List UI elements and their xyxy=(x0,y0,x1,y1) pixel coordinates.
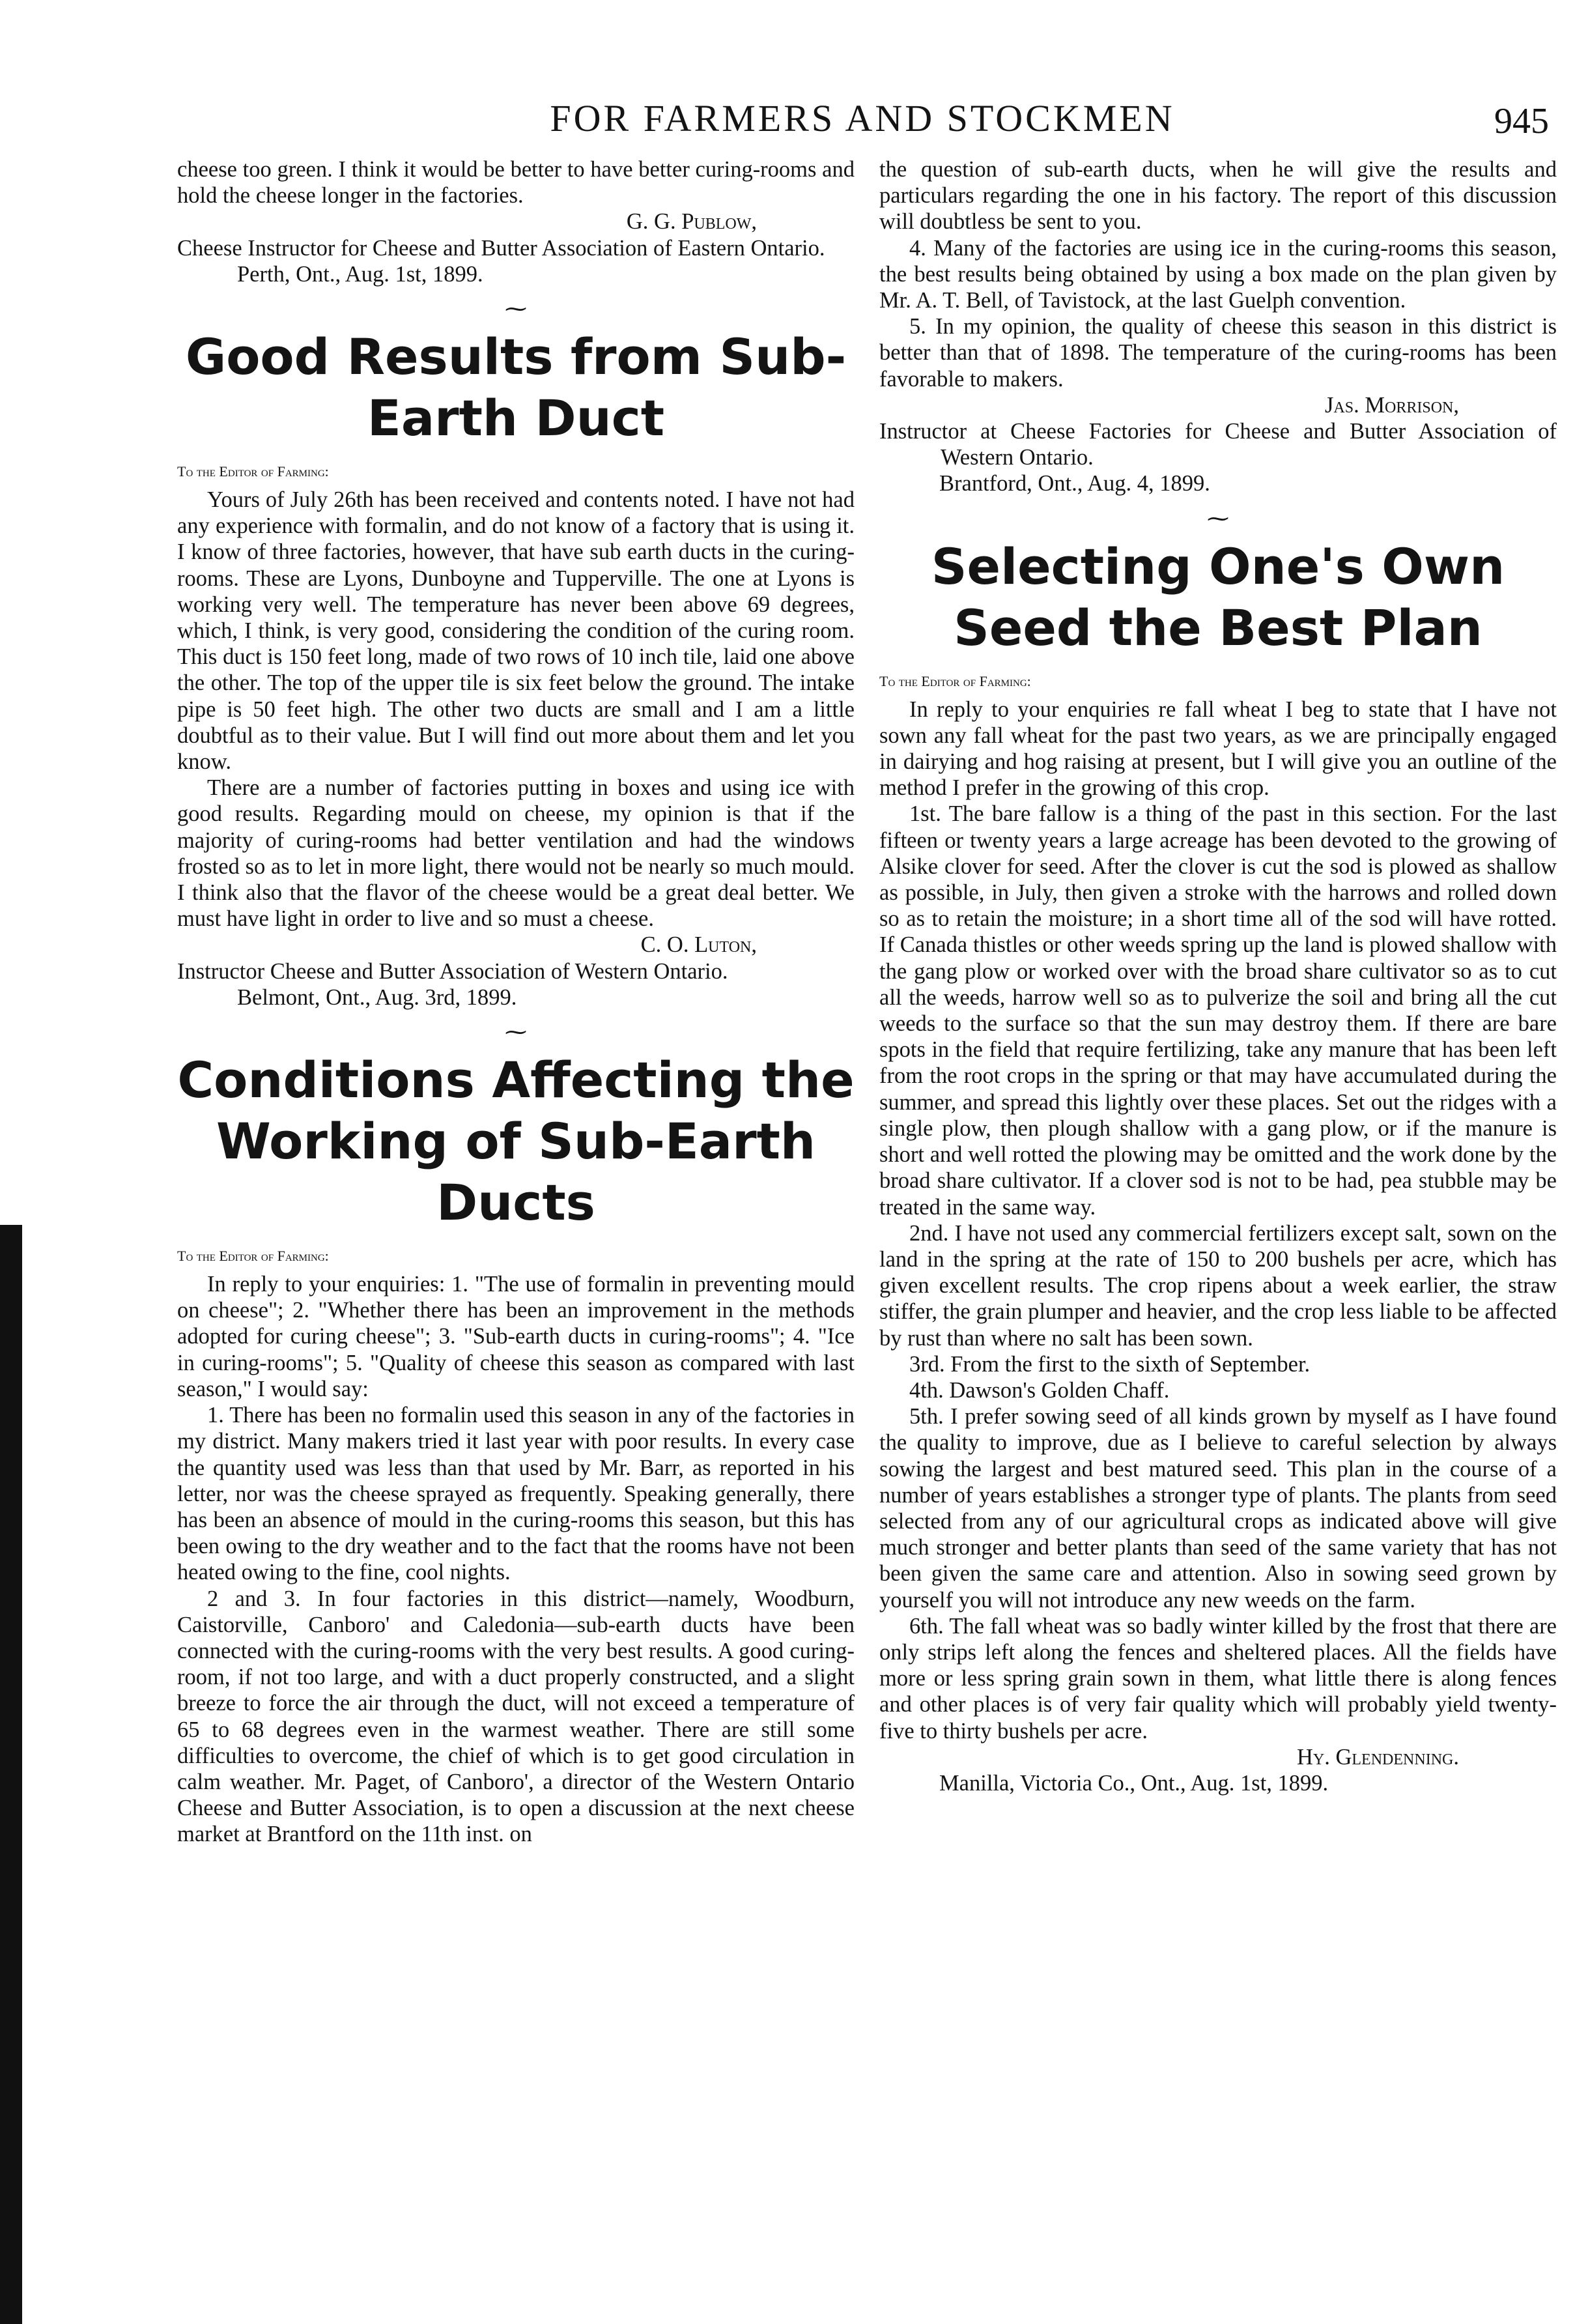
running-title: FOR FARMERS AND STOCKMEN xyxy=(550,97,1175,139)
signature-name: G. G. Publow, xyxy=(626,209,757,235)
ornament-divider: ⁓ xyxy=(505,297,527,322)
dateline: Manilla, Victoria Co., Ont., Aug. 1st, 1899. xyxy=(939,1770,1329,1796)
article-paragraph: 3rd. From the first to the sixth of September. xyxy=(909,1351,1311,1377)
signature-affiliation: Instructor at Cheese Factories for Cheese and Butter Association of Western Ontario. xyxy=(879,419,1557,470)
page-binding-edge xyxy=(0,1225,22,2324)
article-paragraph: In reply to your enquiries: 1. "The use of formalin in preventing mould on cheese"; 2. "Whether there has been an improvement in the methods adopted for curing cheese"; 3. "Sub-earth ducts in curing-rooms"; 4. "Ice in curing-rooms"; 5. "Quality of cheese this season as compared with last season," I would say: xyxy=(177,1272,855,1401)
article-paragraph: 1. There has been no formalin used this season in any of the factories in my district. Many makers tried it last year with poor results. In every case the quantity used was less than that used by Mr. Barr, as reported in his letter, nor was the cheese sprayed as frequently. Speaking generally, there has been an absence of mould in the curing-rooms this season, but this has been owing to the dry weather and to the fact that the rooms have not been heated owing to the fine, cool nights. xyxy=(177,1403,855,1585)
signature-name: Hy. Glendenning. xyxy=(1296,1744,1459,1770)
signature-name: C. O. Luton, xyxy=(640,932,757,958)
article-paragraph: Yours of July 26th has been received and contents noted. I have not had any experience with formalin, and do not know of a factory that is using it. I know of three factories, however, that have sub earth ducts in the curing-rooms. These are Lyons, Dunboyne and Tupperville. The one at Lyons is working very well. The temperature has never been above 69 degrees, which, I think, is very good, considering the condition of the curing room. This duct is 150 feet long, made of two rows of 10 inch tile, laid one above the other. The top of the upper tile is six feet below the ground. The intake pipe is 50 feet high. The other two ducts are small and I am a little doubtful as to their value. But I will find out more about them and let you know. xyxy=(177,487,855,775)
article-title: Good Results from Sub-Earth Duct xyxy=(185,328,847,448)
dateline: Brantford, Ont., Aug. 4, 1899. xyxy=(939,471,1210,496)
article-paragraph: 2nd. I have not used any commercial fertilizers except salt, sown on the land in the spring at the rate of 150 to 200 bushels per acre, which has given excellent results. The crop ripens about a week earlier, the straw stiffer, the grain plumper and heavier, and the crop less liable to be affected by rust than where no salt has been sown. xyxy=(879,1220,1557,1351)
dateline: Belmont, Ont., Aug. 3rd, 1899. xyxy=(237,984,517,1010)
right-column xyxy=(879,156,1557,1796)
article-paragraph: In reply to your enquiries re fall wheat I beg to state that I have not sown any fall wheat for the past two years, as we are principally engaged in dairying and hog raising at present, but I will give you an outline of the method I prefer in the growing of this crop. xyxy=(879,696,1557,801)
article-paragraph: 6th. The fall wheat was so badly winter killed by the frost that there are only strips left along the fences and sheltered places. All the fields have more or less spring grain sown in them, what little there is along fences and other places is of very fair quality which will probably yield twenty-five to thirty bushels per acre. xyxy=(879,1613,1557,1743)
article-paragraph: 5. In my opinion, the quality of cheese this season in this district is better than that of 1898. The temperature of the curing-rooms has been favorable to makers. xyxy=(879,314,1557,392)
continued-paragraph: the question of sub-earth ducts, when he will give the results and particulars regarding the one in his factory. The report of this discussion will doubtless be sent to you. xyxy=(879,157,1557,235)
to-editor-line: To the Editor of Farming: xyxy=(879,672,1031,689)
ornament-divider: ⁓ xyxy=(505,1020,527,1045)
signature-affiliation: Instructor Cheese and Butter Association of Western Ontario. xyxy=(177,958,728,984)
signature-name: Jas. Morrison, xyxy=(1324,392,1459,418)
article-title: Conditions Affecting the Working of Sub-Earth Ducts xyxy=(177,1051,855,1232)
article-paragraph: There are a number of factories putting in boxes and using ice with good results. Regarding mould on cheese, my opinion is that if the majority of curing-rooms had better ventilation and had the windows frosted so as to let in more light, there would not be nearly so much mould. I think also that the flavor of the cheese would be a great deal better. We must have light in order to live and so must a cheese. xyxy=(177,775,855,932)
article-paragraph: 4. Many of the factories are using ice in the curing-rooms this season, the best results being obtained by using a box made on the plan given by Mr. A. T. Bell, of Tavistock, at the last Guelph convention. xyxy=(879,235,1557,313)
article-title: Selecting One's Own Seed the Best Plan xyxy=(931,537,1505,657)
ornament-divider: ⁓ xyxy=(1207,506,1229,531)
article-paragraph: 4th. Dawson's Golden Chaff. xyxy=(909,1377,1170,1403)
article-paragraph: 5th. I prefer sowing seed of all kinds grown by myself as I have found the quality to improve, due as I believe to careful selection by always sowing the largest and best matured seed. This plan in the course of a number of years establishes a stronger type of plants. The plants from seed selected from any of our agricultural crops as indicated above will give much stronger and better plants than seed of the same variety that has not been given the same care and attention. Also in sowing seed grown by yourself you will not introduce any new weeds on the farm. xyxy=(879,1404,1557,1613)
signature-affiliation: Cheese Instructor for Cheese and Butter Association of Eastern Ontario. xyxy=(177,235,825,261)
dateline: Perth, Ont., Aug. 1st, 1899. xyxy=(237,261,483,287)
to-editor-line: To the Editor of Farming: xyxy=(177,463,329,480)
page-number: 945 xyxy=(1494,101,1549,141)
running-head xyxy=(176,96,1549,155)
article-paragraph: 2 and 3. In four factories in this district—namely, Woodburn, Caistorville, Canboro' and Caledonia—sub-earth ducts have been connected with the curing-rooms with the very best results. A good curing-room, if not too large, and with a duct properly constructed, and a slight breeze to force the air through the duct, will not exceed a temperature of 65 to 68 degrees even in the warmest weather. There are still some difficulties to overcome, the chief of which is to get good circulation in calm weather. Mr. Paget, of Canboro', a director of the Western Ontario Cheese and Butter Association, is to open a discussion at the next cheese market at Brantford on the 11th inst. on xyxy=(177,1586,855,1847)
left-column xyxy=(177,156,855,1848)
to-editor-line: To the Editor of Farming: xyxy=(177,1248,329,1265)
continued-paragraph: cheese too green. I think it would be better to have better curing-rooms and hold the cheese longer in the factories. xyxy=(177,157,855,208)
article-paragraph: 1st. The bare fallow is a thing of the past in this section. For the last fifteen or twenty years a large acreage has been devoted to the growing of Alsike clover for seed. After the clover is cut the sod is plowed as shallow as possible, in July, then given a stroke with the harrows and rolled down so as to retain the moisture; in a short time all of the sod will have rotted. If Canada thistles or other weeds spring up the land is plowed shallow with the gang plow or worked over with the broad share cultivator so as to cut all the weeds, harrow well so as to pulverize the soil and bring all the cut weeds to the surface so that the sun may destroy them. If there are bare spots in the field that require fertilizing, take any manure that has been left from the root crops in the spring or that may have accumulated during the summer, and spread this lightly over these places. Set out the ridges with a single plow, then plough shallow with a gang plow, or if the manure is short and well rotted the plowing may be omitted and the work done by the broad share cultivator. If a clover sod is not to be had, pea stubble may be treated in the same way. xyxy=(879,801,1557,1220)
